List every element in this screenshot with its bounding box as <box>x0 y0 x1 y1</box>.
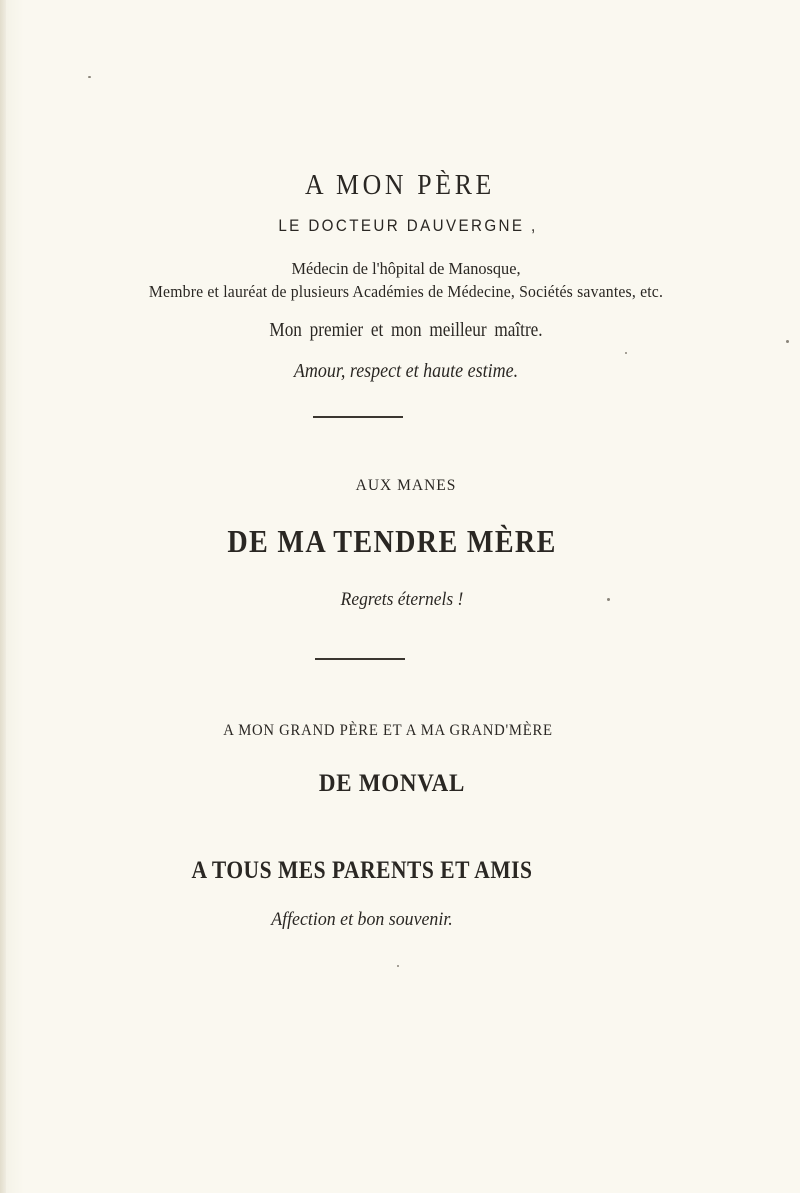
dedication-family-friends-sentiment: Affection et bon souvenir. <box>271 909 453 930</box>
paper-speck <box>625 352 627 354</box>
dedication-father-role-line-1: Médecin de l'hôpital de Manosque, <box>291 259 521 278</box>
dedication-mother-sentiment: Regrets éternels ! <box>340 589 464 610</box>
dedication-grandparents-intro: A MON GRAND PÈRE ET A MA GRAND'MÈRE <box>223 722 553 739</box>
dedication-mother-intro: AUX MANES <box>355 477 457 494</box>
dedication-father-sentiment: Amour, respect et haute estime. <box>293 360 519 382</box>
paper-speck <box>397 965 399 967</box>
paper-speck <box>88 76 91 78</box>
section-divider-2 <box>315 658 405 660</box>
page-edge <box>0 0 6 1193</box>
paper-speck <box>786 340 789 343</box>
section-divider-1 <box>313 416 403 418</box>
dedication-father-name: LE DOCTEUR DAUVERGNE , <box>278 217 538 235</box>
paper-speck <box>607 598 610 601</box>
dedication-mother-name: DE MA TENDRE MÈRE <box>227 523 557 559</box>
dedication-family-friends-title: A TOUS MES PARENTS ET AMIS <box>191 857 533 884</box>
dedication-father-role-line-2: Membre et lauréat de plusieurs Académies de Médecine, Sociétés savantes, etc. <box>148 282 664 301</box>
dedication-father-tribute: Mon premier et mon meilleur maître. <box>269 319 543 341</box>
dedication-grandparents-name: DE MONVAL <box>318 770 466 797</box>
dedication-father-title: A MON PÈRE <box>305 170 495 201</box>
